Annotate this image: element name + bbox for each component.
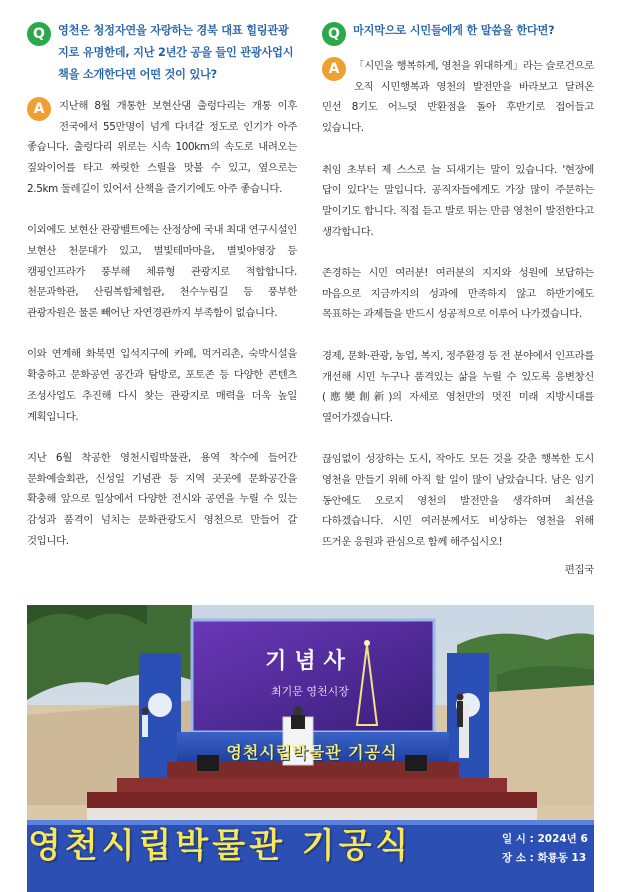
- answer-paragraph: 「시민을 행복하게, 영천을 위대하게」라는 슬로건으로 오직 시민행복과 영천의 발전만을 바라보고 달려온 민선 8기도 어느덧 반환점을 돌아 후반기로 접어들고 있습니다.: [322, 60, 594, 135]
- stage-band-text: 영천시립박물관 기공식: [226, 743, 398, 762]
- banner-info: [502, 830, 594, 868]
- left-column: [27, 20, 297, 572]
- right-column: [322, 20, 594, 580]
- a-badge: A: [27, 97, 51, 121]
- banner-place: 장 소 : 화룡동 13: [502, 852, 587, 864]
- question-block-2: [322, 20, 594, 46]
- stage-screen-subtitle: 최기문 영천시장: [271, 685, 349, 698]
- answer-block-1: [27, 96, 297, 551]
- signature: 편집국: [564, 563, 594, 576]
- answer-paragraph: 지난 6월 착공한 영천시립박물관, 용역 착수에 들어간 문화예술회관, 신성일 기념관 등 지역 곳곳에 문화공간을 확충해 앞으로 일상에서 다양한 전시와 공연을 누릴 수 있는 감성과 품격이 넘치는 문화관광도시 영천으로 만들어 갈 것입니다.: [27, 451, 297, 547]
- q-badge: Q: [322, 22, 346, 46]
- banner-title: 영천시립박물관 기공식: [28, 826, 413, 866]
- answer-paragraph: 취임 초부터 제 스스로 늘 되새기는 말이 있습니다. '현장에 답이 있다'는 말입니다. 공직자들에게도 가장 많이 주문하는 말이기도 합니다. 직접 듣고 발로 뛰는 만큼 영천이 발전한다고 생각합니다.: [322, 163, 594, 238]
- answer-paragraph: 경제, 문화·관광, 농업, 복지, 정주환경 등 전 분야에서 인프라를 개선해 시민 누구나 품격있는 삶을 누릴 수 있도록 응변창신(應變創新)의 자세로 영천만의 멋진 미래 지방시대를 열어가겠습니다.: [322, 349, 594, 424]
- a-badge: A: [322, 57, 346, 81]
- question-block-1: [27, 20, 297, 86]
- banner-date: 일 시 : 2024년 6: [502, 833, 588, 845]
- answer-paragraph: 이와 연계해 화북면 입석지구에 카페, 먹거리촌, 숙박시설을 확충하고 문화공연 공간과 탐방로, 포토존 등 다양한 콘텐츠 조성사업도 추진해 다시 찾는 관광지로 매력을 더욱 높일 계획입니다.: [27, 348, 297, 423]
- q-badge: Q: [27, 22, 51, 46]
- answer-paragraph: 존경하는 시민 여러분! 여러분의 지지와 성원에 보답하는 마음으로 지금까지의 성과에 만족하지 않고 하반기에도 목표하는 과제들을 반드시 성공적으로 이루어 나가겠습니다.: [322, 267, 594, 321]
- answer-paragraph: 지난해 8월 개통한 보현산댐 출렁다리는 개통 이후 전국에서 55만명이 넘게 다녀갈 정도로 인기가 아주 좋습니다. 출렁다리 위로는 시속 100km의 속도로 내려오는 짚와이어를 타고 짜릿한 스릴을 맛볼 수 있고, 옆으로는 2.5km 둘레길이 있어서 산책을 즐기기에도 아주 좋습니다.: [27, 100, 297, 195]
- answer-paragraph: 끊임없이 성장하는 도시, 작아도 모든 것을 갖춘 행복한 도시 영천을 만들기 위해 아직 할 일이 많이 남았습니다. 남은 임기 동안에도 오로지 영천의 발전만을 생각하며 최선을 다하겠습니다. 시민 여러분께서도 비상하는 영천을 위해 뜨거운 응원과 관심으로 함께 해주십시오!: [322, 453, 594, 549]
- question-text: 영천은 청정자연을 자랑하는 경북 대표 힐링관광지로 유명한데, 지난 2년간 공을 들인 관광사업시책을 소개한다면 어떤 것이 있나?: [58, 24, 294, 81]
- question-text: 마지막으로 시민들에게 한 말씀을 한다면?: [353, 24, 555, 37]
- stage-screen-title: 기념사: [265, 649, 353, 674]
- answer-block-2: [322, 56, 594, 580]
- answer-paragraph: 이외에도 보현산 관광벨트에는 산정상에 국내 최대 연구시설인 보현산 천문대가 있고, 별빛테마마을, 별빛야영장 등 캠핑인프라가 풍부해 체류형 관광지로 적합합니다. 천문과학관, 산림복합체험관, 천수누림길 등 풍부한 관광자원은 물론 빼어난 자연경관까지 부족함이 없습니다.: [27, 224, 297, 320]
